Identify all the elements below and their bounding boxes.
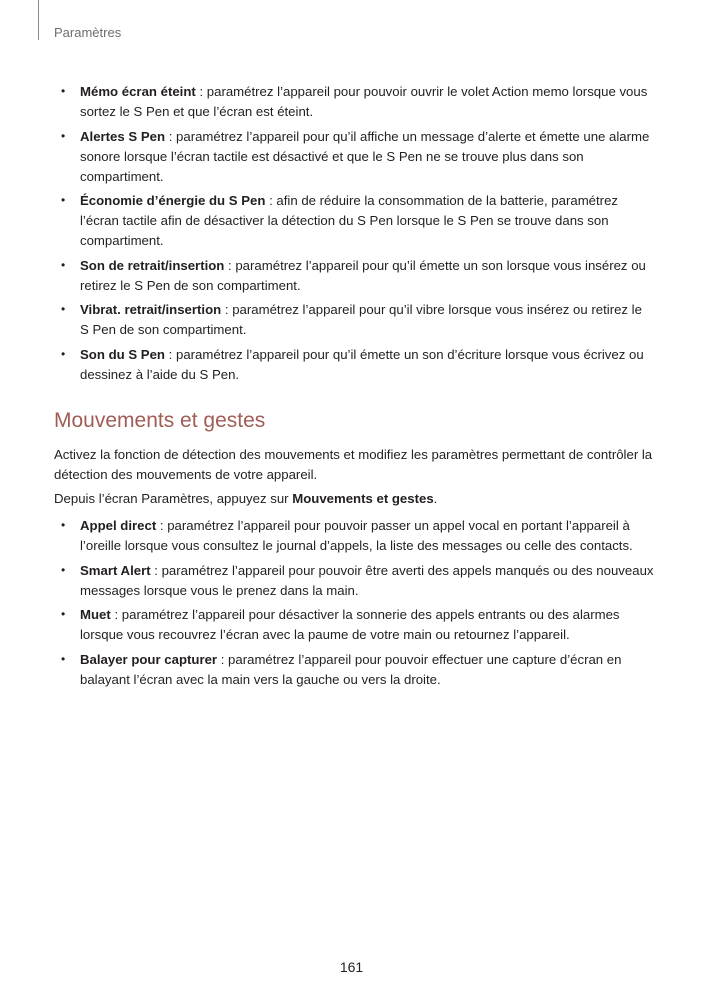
item-term: Balayer pour capturer: [80, 651, 218, 667]
item-description: : paramétrez l’appareil pour désactiver la sonnerie des appels entrants ou des alarmes lorsque vous recouvrez l’écran avec la paume de votre main ou retournez l’appareil.: [80, 607, 620, 643]
header-rule: [38, 0, 39, 40]
spen-options-list: [54, 82, 654, 390]
instruction-prefix: Depuis l’écran Paramètres, appuyez sur: [54, 491, 293, 506]
list-item: [54, 191, 654, 251]
item-term: Muet: [80, 607, 111, 623]
bullet-icon: •: [61, 346, 66, 361]
item-description: : paramétrez l’appareil pour pouvoir être averti des appels manqués ou des nouveaux messages lorsque vous le prenez dans la main.: [80, 562, 654, 598]
bullet-icon: •: [61, 257, 66, 272]
section-title: Mouvements et gestes: [54, 409, 266, 432]
item-term: Appel direct: [80, 518, 157, 533]
item-term: Son du S Pen: [80, 346, 165, 362]
item-term: Mémo écran éteint: [80, 84, 196, 99]
section-intro: Activez la fonction de détection des mouvements et modifiez les paramètres permettant de contrôler la détection des mouvements de votre appareil.: [54, 447, 653, 482]
list-item: [54, 650, 654, 690]
section-instruction: [54, 489, 654, 509]
list-item: [54, 127, 654, 187]
instruction-suffix: .: [433, 491, 438, 506]
item-description: : afin de réduire la consommation de la batterie, paramétrez l’écran tactile afin de désactiver la détection du S Pen lorsque le S Pen se trouve dans son compartiment.: [80, 193, 618, 249]
list-item: [54, 256, 654, 296]
item-term: Smart Alert: [80, 562, 151, 578]
header-title: Paramètres: [54, 25, 122, 40]
item-term: Alertes S Pen: [80, 128, 166, 144]
page-number: 161: [339, 959, 364, 975]
item-term: Vibrat. retrait/insertion: [80, 302, 222, 318]
bullet-icon: •: [61, 518, 66, 532]
list-item: [54, 516, 654, 556]
list-item: [54, 561, 654, 601]
list-item: [54, 345, 654, 385]
bullet-icon: •: [61, 651, 66, 666]
list-item: [54, 82, 654, 122]
bullet-icon: •: [61, 302, 66, 317]
item-term: Économie d’énergie du S Pen: [80, 193, 266, 209]
item-description: : paramétrez l’appareil pour pouvoir ouvrir le volet Action memo lorsque vous sortez le S Pen et que l’écran est éteint.: [80, 84, 648, 119]
bullet-icon: •: [61, 84, 66, 98]
item-description: : paramétrez l’appareil pour qu’il émette un son d’écriture lorsque vous écrivez ou dessinez à l’aide du S Pen.: [80, 346, 644, 382]
bullet-icon: •: [61, 193, 66, 208]
item-description: : paramétrez l’appareil pour qu’il affiche un message d’alerte et émette une alarme sonore lorsque l’écran tactile est désactivé et que le S Pen ne se trouve plus dans son compartiment.: [80, 128, 650, 184]
item-term: Son de retrait/insertion: [80, 257, 225, 273]
list-item: [54, 605, 654, 645]
list-item: [54, 300, 654, 340]
item-description: : paramétrez l’appareil pour qu’il vibre lorsque vous insérez ou retirez le S Pen de son compartiment.: [80, 302, 642, 338]
motion-options-list: [54, 516, 654, 694]
bullet-icon: •: [61, 128, 66, 143]
item-description: : paramétrez l’appareil pour qu’il émette un son lorsque vous insérez ou retirez le S Pen de son compartiment.: [80, 257, 646, 293]
item-description: : paramétrez l’appareil pour pouvoir effectuer une capture d’écran en balayant l’écran avec la main vers la gauche ou vers la droite.: [80, 651, 622, 687]
bullet-icon: •: [61, 607, 66, 622]
instruction-menu-path: Mouvements et gestes: [292, 491, 434, 506]
bullet-icon: •: [61, 562, 66, 577]
item-description: : paramétrez l’appareil pour pouvoir passer un appel vocal en portant l’appareil à l’oreille lorsque vous consultez le journal d’appels, la liste des messages ou celle des contacts.: [80, 518, 633, 553]
